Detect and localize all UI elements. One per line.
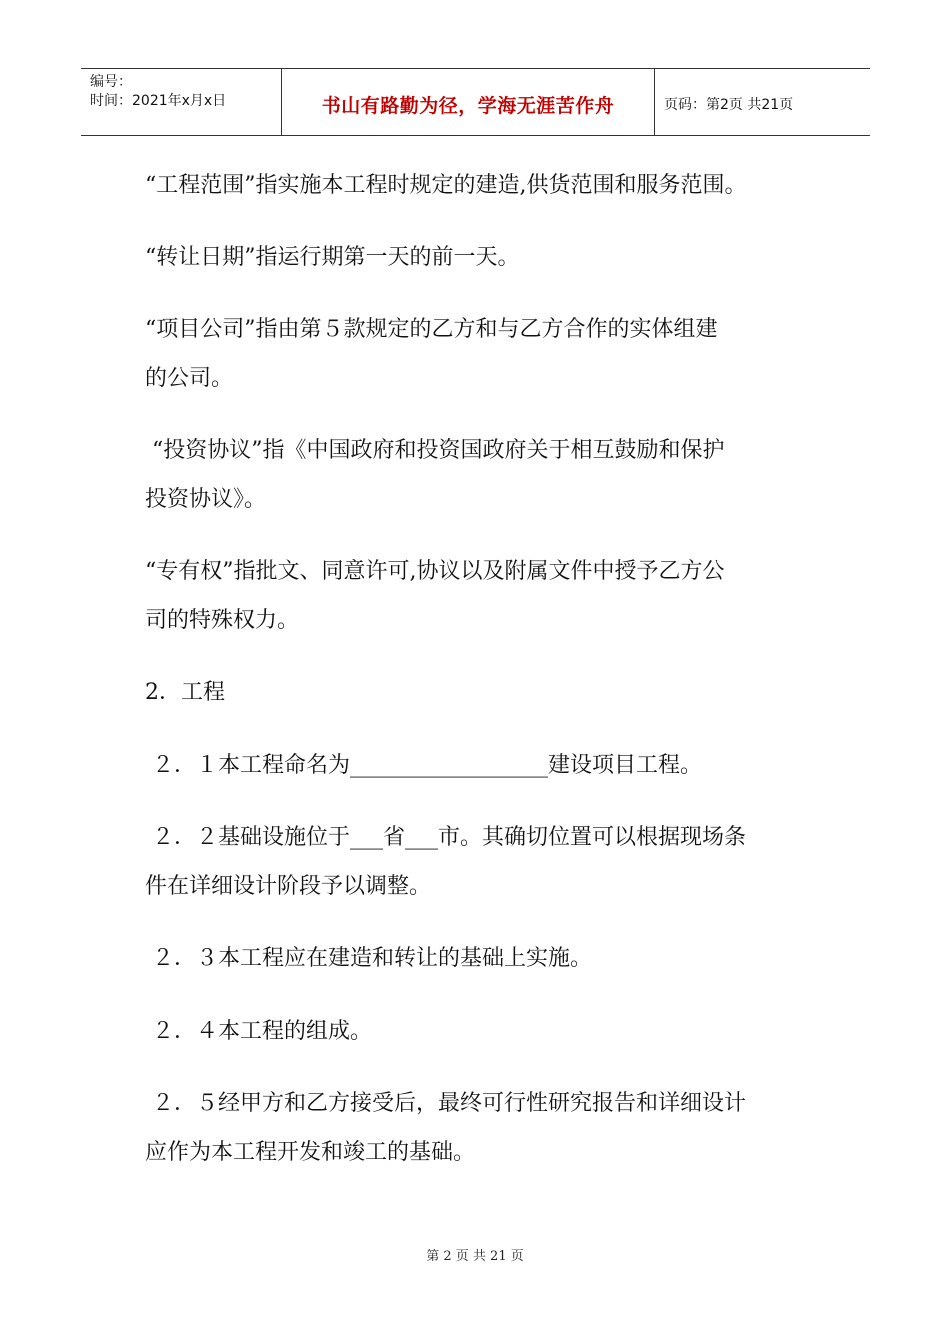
definition-investment-agreement-line1: “投资协议”指《中国政府和投资国政府关于相互鼓励和保护 xyxy=(145,438,725,463)
header-motto-cell xyxy=(282,69,655,135)
clause-2-5-line1: ２．５经甲方和乙方接受后，最终可行性研究报告和详细设计 xyxy=(145,1091,746,1116)
definition-transfer-date: “转让日期”指运行期第一天的前一天。 xyxy=(145,245,520,270)
clause-2-2-line1: ２．２基础设施位于___省___市。其确切位置可以根据现场条 xyxy=(145,825,746,850)
clause-2-3: ２．３本工程应在建造和转让的基础上实施。 xyxy=(145,946,592,971)
clause-2-2-line2: 件在详细设计阶段予以调整。 xyxy=(145,874,432,899)
definition-project-company-line1: “项目公司”指由第５款规定的乙方和与乙方合作的实体组建 xyxy=(145,317,718,342)
definition-investment-agreement-line2: 投资协议》。 xyxy=(145,487,267,512)
document-date: 时间：2021年x月x日 xyxy=(90,93,227,109)
definition-project-scope: “工程范围”指实施本工程时规定的建造,供货范围和服务范围。 xyxy=(145,173,747,198)
definition-exclusive-rights-line1: “专有权”指批文、同意许可,协议以及附属文件中授予乙方公 xyxy=(145,559,725,584)
header-meta xyxy=(81,69,282,135)
clause-2-1: ２．１本工程命名为__________________建设项目工程。 xyxy=(145,753,702,778)
definition-project-company-line2: 的公司。 xyxy=(145,366,234,391)
clause-2-4: ２．４本工程的组成。 xyxy=(145,1019,372,1044)
header-page-info-cell xyxy=(655,69,870,135)
section-heading-project: 2．工程 xyxy=(145,680,225,705)
clause-2-5-line2: 应作为本工程开发和竣工的基础。 xyxy=(145,1140,476,1165)
page-header xyxy=(81,68,870,136)
page-footer: 第 2 页 共 21 页 xyxy=(426,1249,524,1264)
definition-exclusive-rights-line2: 司的特殊权力。 xyxy=(145,608,300,633)
document-number-label: 编号： xyxy=(90,74,132,90)
header-motto: 书山有路勤为径，学海无涯苦作舟 xyxy=(321,94,615,117)
header-page-info: 页码：第2页 共21页 xyxy=(664,97,794,113)
